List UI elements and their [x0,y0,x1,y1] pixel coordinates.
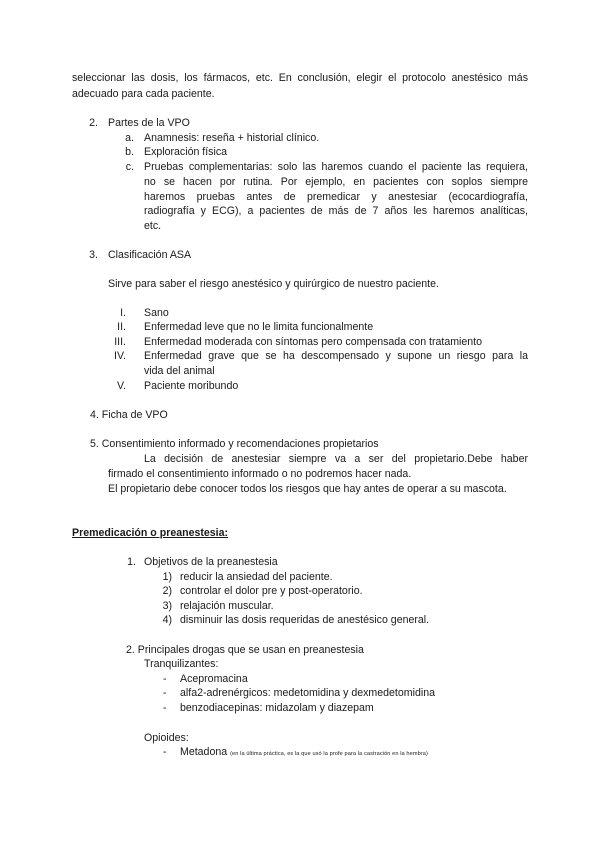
section-number: 3. [89,249,98,261]
list-marker: II. [117,321,126,333]
paragraph-line: seleccionar las dosis, los fármacos, etc. En conclusión, elegir el protocolo anestésico más [72,72,528,84]
list-item-line: no se hacen por rutina. Por ejemplo, en pacientes con soplos siempre [144,176,528,188]
section-title: 2. Principales drogas que se usan en preanestesia [126,644,364,656]
list-item: Acepromacina [180,673,248,685]
list-marker: 4) [162,614,172,626]
section-number: 2. [89,117,98,129]
list-item: relajación muscular. [180,600,274,612]
list-marker: a. [125,132,134,144]
paragraph-line: El propietario debe conocer todos los riesgos que hay antes de operar a su mascota. [108,483,507,495]
section-title: Partes de la VPO [108,117,190,129]
list-marker: III. [114,336,126,348]
list-item: Paciente moribundo [144,380,239,392]
list-marker: c. [125,161,134,173]
list-marker: b. [125,146,134,158]
list-marker: - [163,702,167,714]
paragraph-line: adecuado para cada paciente. [72,88,215,100]
list-item-line: radiografía y ECG), a pacientes de más de 7 años les haremos analíticas, [144,205,528,217]
section-number: 1. [127,556,136,568]
paragraph-line: La decisión de anestesiar siempre va a ser del propietario.Debe haber [144,453,528,465]
drug-note: (en la última práctica, es la que usó la profe para la castración en la hembra) [230,751,428,757]
list-item-line: vida del animal [144,365,215,377]
section-title: 5. Consentimiento informado y recomendaciones propietarios [90,438,379,450]
list-marker: 3) [162,600,172,612]
list-item [180,746,428,761]
list-item-line: Pruebas complementarias: solo las haremos cuando el paciente las requiera, [144,161,528,173]
section-title: 4. Ficha de VPO [90,409,168,421]
list-item: Exploración física [144,146,228,158]
section-title: Objetivos de la preanestesia [144,556,278,568]
list-item-line: Enfermedad grave que se ha descompensado y supone un riesgo para la [144,350,528,362]
list-item: Enfermedad moderada con síntomas pero compensada con tratamiento [144,336,483,348]
list-marker: V. [116,380,126,392]
list-item: benzodiacepinas: midazolam y diazepam [180,702,374,714]
subsection-label: Tranquilizantes: [144,658,219,670]
list-item: controlar el dolor pre y post-operatorio. [180,585,363,597]
paragraph-line: firmado el consentimiento informado o no podremos hacer nada. [108,468,412,480]
list-marker: 2) [162,585,172,597]
list-marker: IV. [114,350,126,362]
list-marker: - [163,746,167,758]
list-marker: 1) [162,571,172,583]
list-marker: - [163,673,167,685]
section-title: Clasificación ASA [108,249,192,261]
list-item: disminuir las dosis requeridas de anestésico general. [180,614,430,626]
list-marker: I. [120,307,126,319]
list-item: reducir la ansiedad del paciente. [180,571,333,583]
section-description: Sirve para saber el riesgo anestésico y quirúrgico de nuestro paciente. [108,278,439,290]
drug-name: Metadona [180,746,228,758]
list-item: alfa2-adrenérgicos: medetomidina y dexmedetomidina [180,687,435,699]
list-item-line: etc. [144,220,162,232]
list-marker: - [163,687,167,699]
list-item: Anamnesis: reseña + historial clínico. [144,132,320,144]
section-heading: Premedicación o preanestesia: [72,527,229,539]
list-item: Enfermedad leve que no le limita funcionalmente [144,321,374,333]
list-item-line: haremos pruebas antes de premedicar y anestesiar (ecocardiografía, [144,191,528,203]
list-item: Sano [144,307,169,319]
subsection-label: Opioides: [144,732,189,744]
